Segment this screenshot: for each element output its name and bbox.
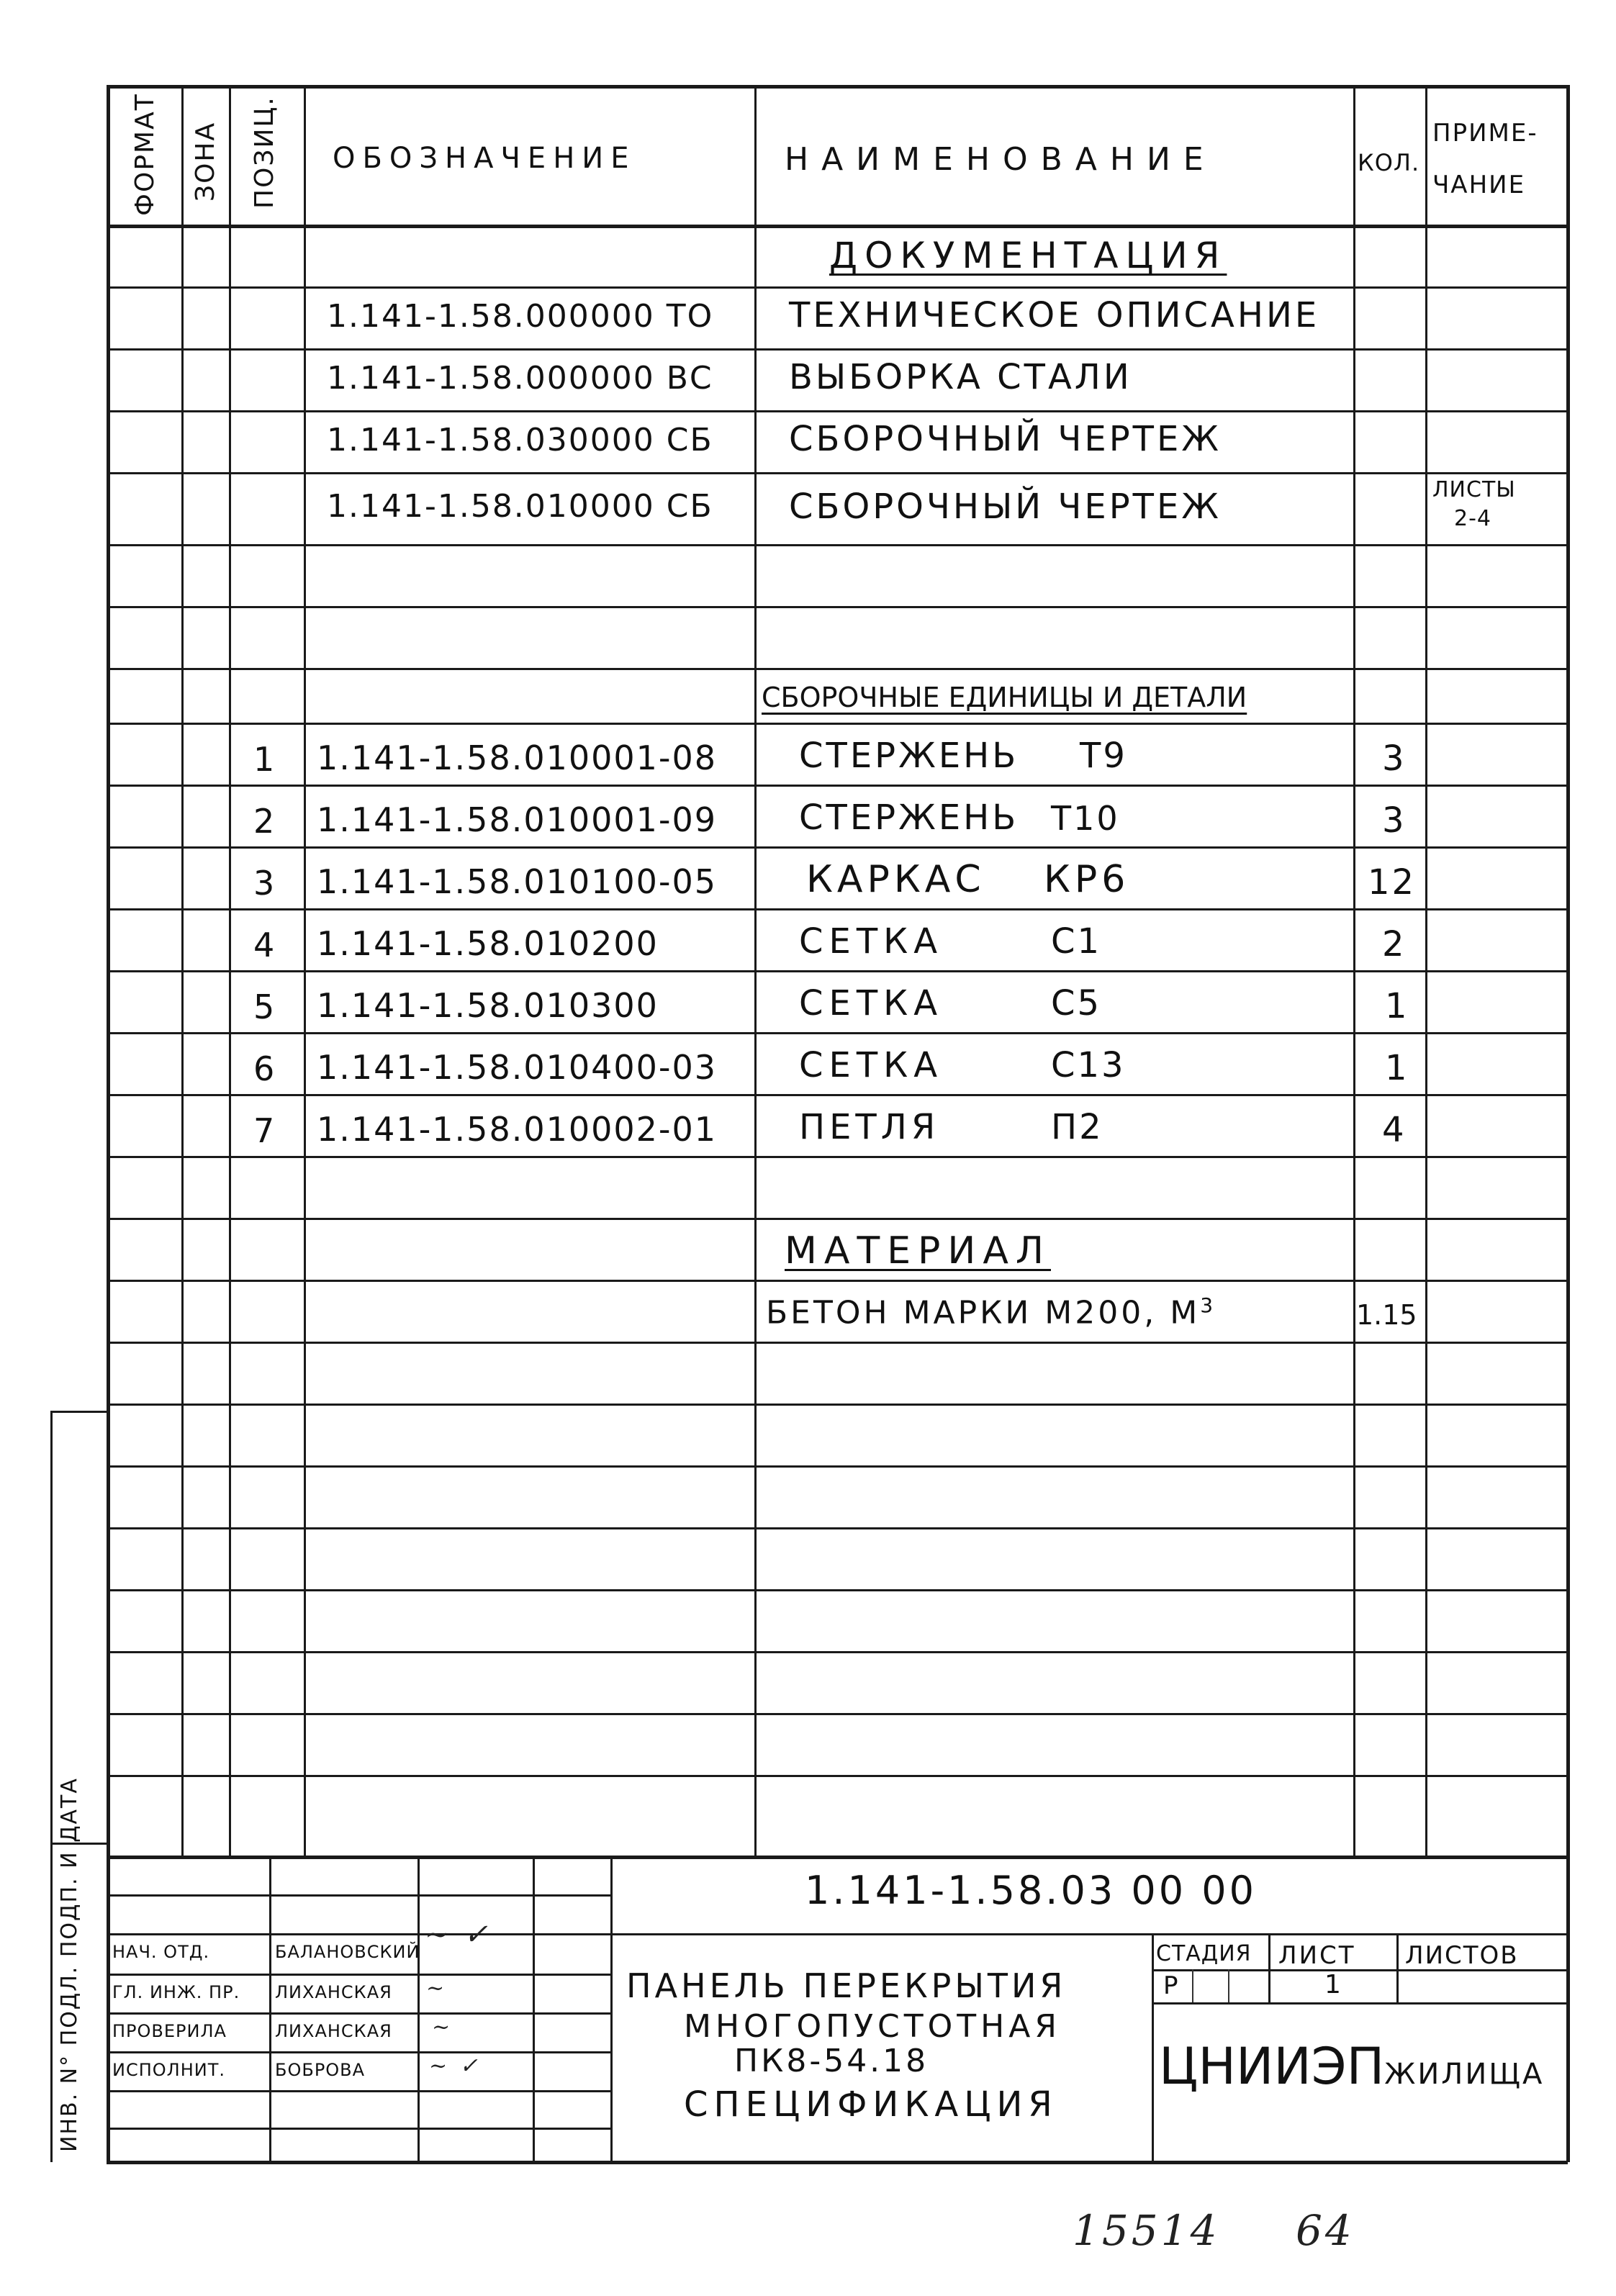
row-line [107,1032,1568,1034]
item-pos: 7 [253,1111,277,1150]
item-pos: 4 [253,926,277,964]
title-block-col [269,1856,271,2162]
row-line [107,1713,1568,1715]
row-line [107,785,1568,787]
row-line [107,1404,1568,1406]
item-name: СТЕРЖЕНЬ [799,736,1019,776]
row-line [107,668,1568,670]
header-format: ФОРМАТ [130,93,160,216]
role-person: БОБРОВА [275,2060,366,2080]
row-line [107,846,1568,849]
title-line-4: СПЕЦИФИКАЦИЯ [684,2084,1058,2125]
role-person: ЛИХАНСКАЯ [275,1982,392,2002]
role-label: ГЛ. ИНЖ. ПР. [112,1982,240,2002]
item-mark: П2 [1051,1107,1103,1147]
title-block-col [610,1856,613,2162]
role-person: БАЛАНОВСКИЙ [275,1942,420,1962]
row-line [107,970,1568,972]
stage-box-line [1152,1933,1154,2162]
item-qty: 12 [1368,862,1417,903]
item-pos: 6 [253,1049,277,1088]
item-name: СТЕРЖЕНЬ [799,797,1019,838]
stage-sub-line [1228,1969,1229,2002]
role-label: НАЧ. ОТД. [112,1942,210,1962]
material-name-text: БЕТОН МАРКИ М200, М [766,1294,1201,1332]
row-line [107,1342,1568,1344]
item-name: СЕТКА [799,983,944,1023]
row-line [107,908,1568,910]
item-qty: 3 [1382,738,1407,779]
header-designation: ОБОЗНАЧЕНИЕ [333,142,636,175]
sheets-label: ЛИСТОВ [1405,1941,1519,1970]
title-line-2: МНОГОПУСТОТНАЯ [684,2008,1061,2045]
item-designation: 1.141-1.58.010200 [317,924,659,963]
title-block-line [107,1974,610,1976]
title-line-1: ПАНЕЛЬ ПЕРЕКРЫТИЯ [626,1966,1067,2005]
page-number: 64 [1296,2206,1355,2255]
row-line [107,1156,1568,1158]
row-line [107,544,1568,546]
role-label: ПРОВЕРИЛА [112,2021,227,2041]
item-designation: 1.141-1.58.010300 [317,986,659,1025]
row-line [107,410,1568,412]
header-position: ПОЗИЦ. [250,96,279,209]
item-qty: 4 [1382,1110,1407,1150]
frame-bottom [107,2161,1568,2164]
doc-designation: 1.141-1.58.000000 ВС [327,360,713,397]
row-line [107,1094,1568,1096]
header-bottom-line [107,225,1568,228]
signature: ~ ✓ [425,1918,491,1951]
header-name: НАИМЕНОВАНИЕ [785,141,1216,178]
item-name: ПЕТЛЯ [799,1107,940,1147]
title-block-col [417,1856,420,2162]
doc-designation: 1.141-1.58.010000 СБ [327,488,713,525]
item-mark: С1 [1051,921,1102,962]
row-line [107,348,1568,351]
drawing-code: 1.141-1.58.03 00 00 [805,1868,1257,1913]
section-assemblies: СБОРОЧНЫЕ ЕДИНИЦЫ И ДЕТАЛИ [762,682,1247,713]
item-pos: 3 [253,864,277,903]
row-line [107,1280,1568,1282]
item-designation: 1.141-1.58.010001-09 [317,800,718,839]
row-line [107,1651,1568,1653]
row-line [107,1589,1568,1591]
title-block-line [107,2051,610,2053]
doc-name: СБОРОЧНЫЙ ЧЕРТЕЖ [789,487,1222,527]
title-block-line [107,2128,610,2130]
frame-right [1566,85,1570,2162]
item-mark: Т10 [1051,799,1120,838]
archive-number: 15514 [1073,2206,1220,2255]
sheet-value: 1 [1324,1970,1343,1999]
row-line [107,286,1568,289]
title-block-line [107,2012,610,2015]
item-qty: 1 [1385,986,1409,1026]
org-name [1159,2037,1545,2096]
margin-strip-line [50,1411,53,2162]
item-mark: С5 [1051,983,1102,1023]
section-material: МАТЕРИАЛ [785,1229,1051,1273]
item-qty: 2 [1382,924,1407,964]
doc-designation: 1.141-1.58.000000 ТО [327,298,714,335]
header-qty: КОЛ. [1358,149,1420,176]
stage-box-line [1152,2002,1568,2005]
title-block-col [533,1856,535,2162]
item-pos: 1 [253,740,277,779]
item-pos: 2 [253,802,277,841]
material-unit-power: 3 [1200,1293,1216,1317]
frame-left [107,85,110,2162]
material-qty: 1.15 [1356,1299,1417,1331]
stage-value: Р [1163,1971,1181,2000]
row-line [107,472,1568,474]
frame-top [107,85,1568,89]
item-name: СЕТКА [799,1045,944,1085]
header-zone: ЗОНА [191,121,220,202]
item-designation: 1.141-1.58.010002-01 [317,1110,718,1149]
signature: ~ ✓ [429,2053,481,2079]
material-name [766,1293,1216,1332]
item-designation: 1.141-1.58.010100-05 [317,862,718,901]
header-note-line1: ПРИМЕ- [1432,119,1538,148]
title-block-line [107,2090,610,2092]
item-designation: 1.141-1.58.010001-08 [317,738,718,777]
doc-name: ВЫБОРКА СТАЛИ [789,357,1132,397]
stage-sub-line [1192,1969,1193,2002]
row-line [107,1775,1568,1777]
signature: ~ [432,2015,453,2040]
role-label: ИСПОЛНИТ. [112,2060,225,2080]
item-name: КАРКАС [806,858,985,901]
row-line [107,1527,1568,1529]
item-name: СЕТКА [799,921,944,962]
item-qty: 1 [1385,1048,1409,1088]
item-pos: 5 [253,987,277,1026]
row-line [107,723,1568,725]
doc-note-line1: ЛИСТЫ [1432,477,1516,502]
header-note-line2: ЧАНИЕ [1432,171,1526,199]
signature: ~ [426,1976,448,2001]
item-designation: 1.141-1.58.010400-03 [317,1048,718,1087]
stage-label: СТАДИЯ [1156,1941,1252,1966]
row-line [107,1218,1568,1220]
title-block-line [107,1894,610,1897]
item-mark: С13 [1051,1045,1126,1085]
margin-strip-label: ИНВ. N° ПОДЛ. ПОДП. И ДАТА [57,1777,82,2152]
role-person: ЛИХАНСКАЯ [275,2021,392,2041]
title-line-3: ПК8-54.18 [734,2043,929,2079]
item-qty: 3 [1382,800,1407,841]
item-mark: Т9 [1080,736,1127,776]
title-block-line [107,1933,1568,1935]
org-suffix: ЖИЛИЩА [1384,2058,1545,2091]
doc-name: СБОРОЧНЫЙ ЧЕРТЕЖ [789,419,1222,459]
stage-box-line [1268,1933,1270,2002]
doc-name: ТЕХНИЧЕСКОЕ ОПИСАНИЕ [789,295,1320,335]
row-line [107,1465,1568,1468]
sheet-label: ЛИСТ [1278,1941,1356,1970]
margin-strip-top [50,1411,108,1413]
section-documentation: ДОКУМЕНТАЦИЯ [829,235,1227,276]
stage-box-line [1396,1933,1399,2002]
title-block-top [107,1856,1568,1859]
item-mark: КР6 [1044,858,1130,901]
org-prefix: ЦНИИЭП [1159,2037,1385,2096]
doc-note-line2: 2-4 [1454,506,1491,531]
doc-designation: 1.141-1.58.030000 СБ [327,422,713,458]
row-line [107,606,1568,608]
